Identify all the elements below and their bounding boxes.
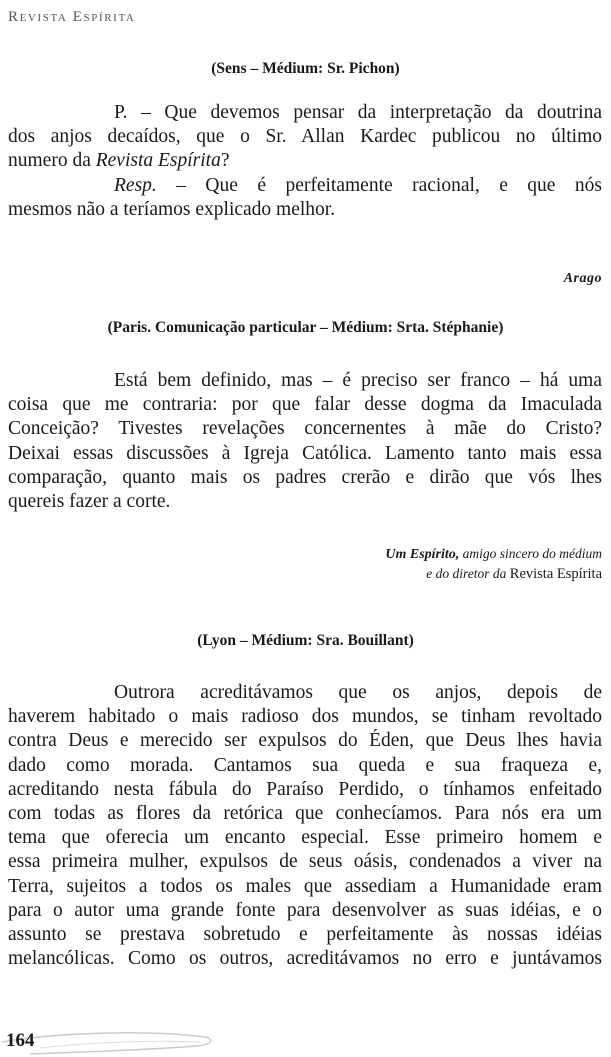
paragraph-lyon [8,681,602,971]
text-line: P. – Que devemos pensar da interpretação da doutrina [114,102,602,123]
text-line: Está bem definido, mas – é preciso ser franco – há uma [114,370,602,391]
text-line [8,174,602,198]
paragraph-sens [8,101,602,222]
running-head: Revista Espírita [8,9,136,25]
signature-text: e do diretor da [426,566,510,581]
text-line: contra Deus e merecido ser expulsos do Éden, que Deus lhes havia [8,730,602,752]
text-line: Conceição? Tivestes revelações concernentes à mãe do Cristo? [8,418,602,440]
text-fragment: numero da [8,150,96,172]
text-line: assunto se prestava sobretudo e perfeitamente às nossas idéias [8,923,602,945]
text-line: Outrora acreditávamos que os anjos, depois de [114,682,602,703]
text-line: dos anjos decaídos, que o Sr. Allan Kardec publicou no último [8,126,602,148]
signature-line [385,544,602,564]
text-fragment: – Que é perfeitamente racional, e que nós [176,174,602,196]
text-line: haverem habitado o mais radioso dos mundos, se tinham revoltado [8,706,602,728]
text-line: coisa que me contraria: por que falar desse dogma da Imaculada [8,394,602,416]
section-heading-paris: (Paris. Comunicação particular – Médium: Srta. Stéphanie) [107,319,504,336]
text-line: tema que oferecia um encanto especial. Esse primeiro homem e [8,827,602,849]
text-line: Deixai essas discussões à Igreja Católica. Lamento tanto mais essa [8,442,602,464]
text-line: mesmos não a teríamos explicado melhor. [8,198,336,220]
paragraph-paris [8,369,602,514]
text-line: com todas as flores da retórica que conhecíamos. Para nós era um [8,802,602,824]
signature-text: amigo sincero do médium [459,546,602,561]
text-line: comparação, quanto mais os padres crerão e dirão que vós lhes [8,466,602,488]
text-line: para o autor uma grande fonte para desenvolver as suas idéias, e o [8,899,602,921]
text-line: quereis fazer a corte. [8,490,171,512]
page-number: 164 [6,1030,35,1051]
signature-arago: Arago [563,271,602,286]
signature-line [385,564,602,584]
resp-label: Resp. [114,174,157,196]
signature-author: Um Espírito, [385,547,460,562]
text-line [8,149,602,173]
journal-title: Revista Espírita [509,566,602,582]
text-line: melancólicas. Como os outros, acreditávamos no erro e juntávamos [8,948,602,970]
text-line: Terra, sujeitos a todos os males que assediam a Humanidade eram [8,875,602,897]
text-line: dado como morada. Cantamos sua queda e sua fraqueza e, [8,754,602,776]
decorative-swoosh [0,1028,260,1057]
text-line: essa primeira mulher, expulsos de seus oásis, condenados a viver na [8,851,602,873]
section-heading-sens: (Sens – Médium: Sr. Pichon) [211,60,400,77]
signature-paris [385,544,602,584]
section-heading-lyon: (Lyon – Médium: Sra. Bouillant) [197,632,414,649]
journal-title: Revista Espírita [95,150,221,172]
text-line: acreditando nesta fábula do Paraíso Perdido, o tínhamos enfeitado [8,778,602,800]
text-fragment: ? [220,150,230,172]
